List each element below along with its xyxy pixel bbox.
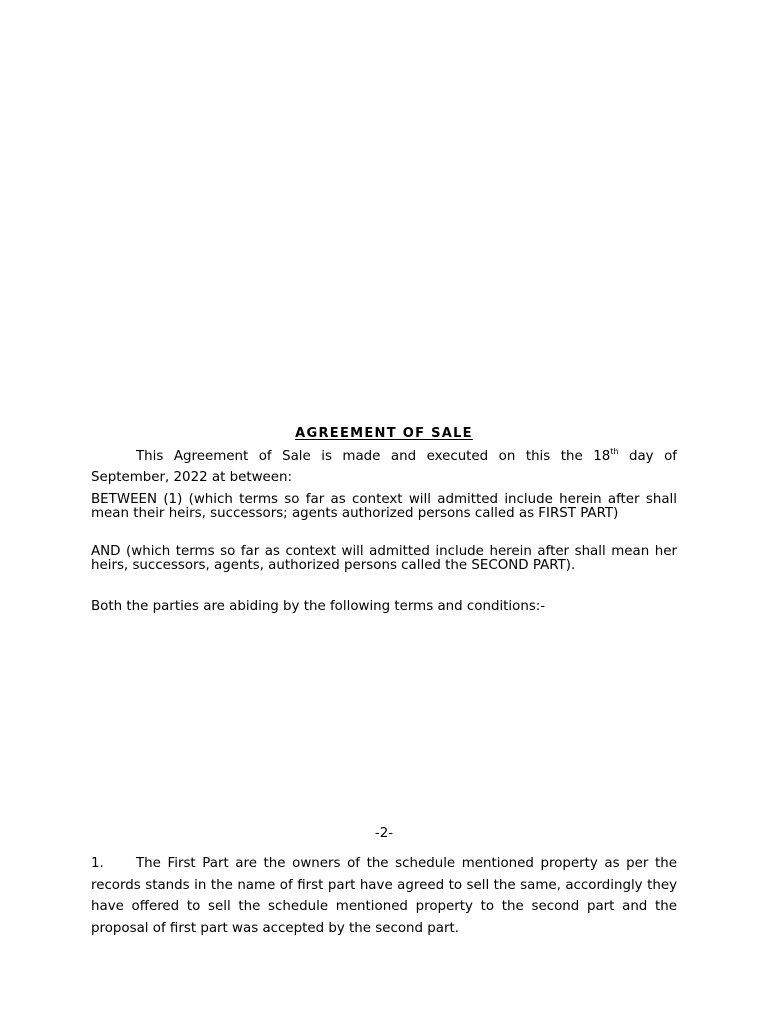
clause-text: The First Part are the owners of the schedule mentioned property as per the records stands in the name of first part have agreed to sell the same, accordingly they have offered to sell the schedule mentioned property to the second part and the proposal of first part was accepted by the second part. — [91, 856, 677, 936]
page-number: -2- — [374, 826, 394, 841]
intro-text-end: day of September, 2022 at between: — [91, 449, 677, 485]
intro-text-start: This Agreement of Sale is made and executed on this the 18 — [136, 449, 611, 464]
terms-intro-paragraph: Both the parties are abiding by the following terms and conditions:- — [91, 599, 546, 614]
document-title-text: AGREEMENT OF SALE — [295, 426, 473, 441]
clause-number: 1. — [91, 856, 104, 871]
intro-paragraph — [91, 446, 677, 488]
between-paragraph: BETWEEN (1) (which terms so far as context will admitted include herein after shall mean their heirs, successors; agents authorized persons called as FIRST PART) — [91, 492, 677, 522]
document-title — [0, 426, 768, 441]
intro-ordinal-suffix: th — [610, 447, 619, 456]
and-paragraph: AND (which terms so far as context will admitted include herein after shall mean her heirs, successors, agents, authorized persons called the SECOND PART). — [91, 544, 677, 574]
clause-1 — [91, 853, 677, 939]
